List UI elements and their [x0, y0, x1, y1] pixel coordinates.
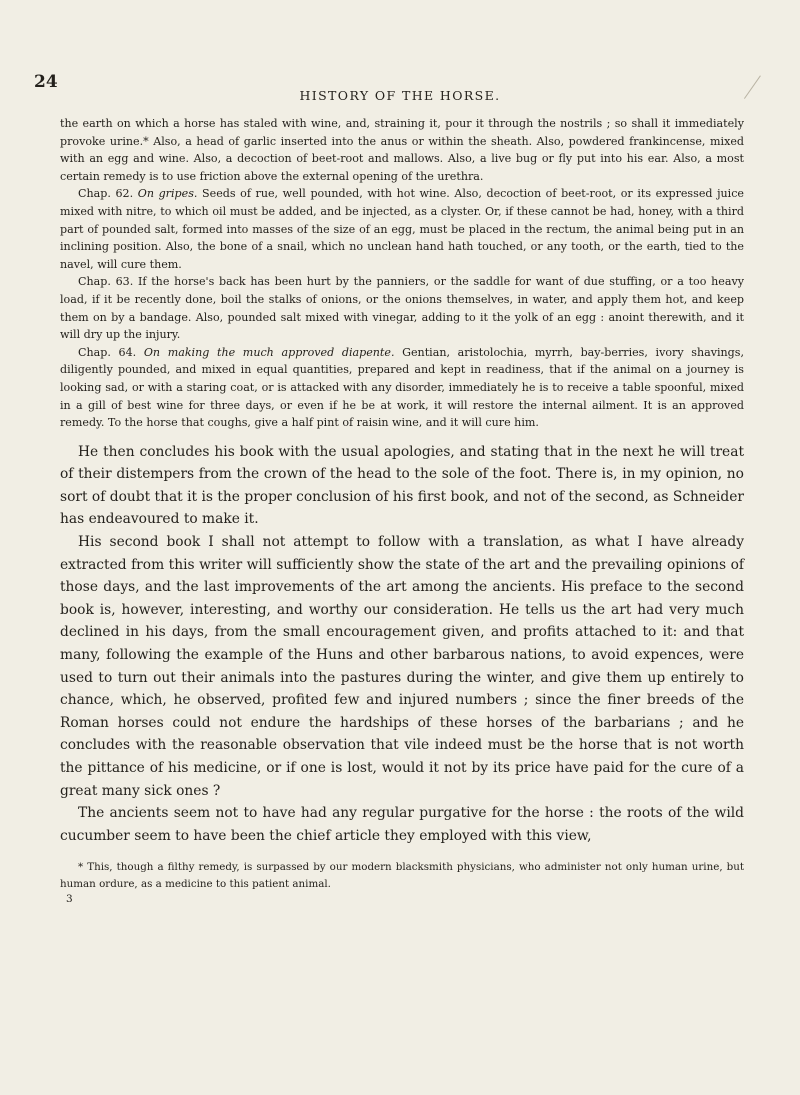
- commentary-paragraph-second-book: His second book I shall not attempt to follow with a translation, as what I have already extracted from this writer will sufficiently show the state of the art and the prevailing opinions of those days, and the last improvements of the art among the ancients. His preface to the second book is, however, interesting, and worthy our consideration. He tells us the art had very much declined in his days, from the small encouragement given, and profits attached to it: and that many, following the example of the Huns and other barbarous nations, to avoid expences, were used to turn out their animals into the pastures during the winter, and give them up entirely to chance, which, he observed, profited few and injured numbers ; since the finer breeds of the Roman horses could not endure the hardships of these horses of the barbarians ; and he concludes with the reasonable observation that vile indeed must be the horse that is not worth the pittance of his medicine, or if one is lost, would it not by its price have paid for the cure of a great many sick ones ?: [60, 534, 744, 799]
- paragraph-urine-remedies: [60, 115, 744, 185]
- chapter-lead: Chap. 63.: [78, 275, 138, 289]
- recipe-section: [60, 115, 744, 432]
- commentary-section: [60, 441, 744, 848]
- chapter-title: On gripes.: [137, 187, 198, 201]
- paragraph-text: the earth on which a horse has staled with wine, and, straining it, pour it through the nostrils ; so shall it immediately provoke urine.* Also, a head of garlic inserted into the anus or within the sheath. Also, powdered frankincense, mixed with an egg and wine. Also, a decoction of beet-root and mallows. Also, a live bug or fly put into his ear. Also, a most certain remedy is to use friction above the external opening of the urethra.: [60, 117, 744, 183]
- footnote: * This, though a filthy remedy, is surpassed by our modern blacksmith physicians, who administer not only human urine, but human ordure, as a medicine to this patient animal.: [60, 861, 744, 890]
- commentary-paragraph-purgatives: The ancients seem not to have had any regular purgative for the horse : the roots of the wild cucumber seem to have been the chief article they employed with this view,: [60, 805, 744, 844]
- commentary-paragraph-conclusion: He then concludes his book with the usual apologies, and stating that in the next he will treat of their distempers from the crown of the head to the sole of the foot. There is, in my opinion, no sort of doubt that it is the proper conclusion of his first book, and not of the second, as Schneider has endeavoured to make it.: [60, 443, 744, 528]
- chapter-lead: Chap. 62.: [78, 187, 138, 201]
- chapter-62-paragraph: [60, 185, 744, 273]
- paragraph-text: Seeds of rue, well pounded, with hot wine. Also, decoction of beet-root, or its expressed juice mixed with nitre, to which oil must be added, and be injected, as a clyster. Or, if these cannot be had, honey, with a third part of pounded salt, formed into masses of the size of an egg, must be placed in the rectum, the animal being put in an inclining position. Also, the bone of a snail, which no unclean hand hath touched, or any tooth, or the earth, tied to the navel, will cure them.: [60, 187, 745, 271]
- chapter-64-paragraph: [60, 344, 744, 432]
- chapter-63-paragraph: [60, 273, 744, 343]
- page-body: [60, 115, 744, 906]
- running-head: HISTORY OF THE HORSE.: [299, 88, 501, 103]
- chapter-lead: Chap. 64.: [78, 345, 144, 359]
- paragraph-text: If the horse's back has been hurt by the panniers, or the saddle for want of due stuffing, or a too heavy load, if it be recently done, boil the stalks of onions, or the onions themselves, in water, and apply them hot, and keep them on by a bandage. Also, pounded salt mixed with vinegar, adding to it the yolk of an egg : anoint therewith, and it will dry up the injury.: [60, 275, 744, 342]
- page-number: 24: [34, 72, 58, 92]
- signature-mark: 3: [66, 893, 73, 906]
- chapter-title: On making the much approved diapente.: [143, 345, 395, 359]
- paragraph-text: Gentian, aristolochia, myrrh, bay-berries, ivory shavings, diligently pounded, and mixed in equal quantities, prepared and kept in readiness, that if the animal on a journey is looking sad, or with a staring coat, or is attacked with any disorder, immediately he is to receive a table spoonful, mixed in a gill of best wine for three days, or even if he be at work, it will restore the internal ailment. It is an approved remedy. To the horse that coughs, give a half pint of raisin wine, and it will cure him.: [60, 345, 744, 430]
